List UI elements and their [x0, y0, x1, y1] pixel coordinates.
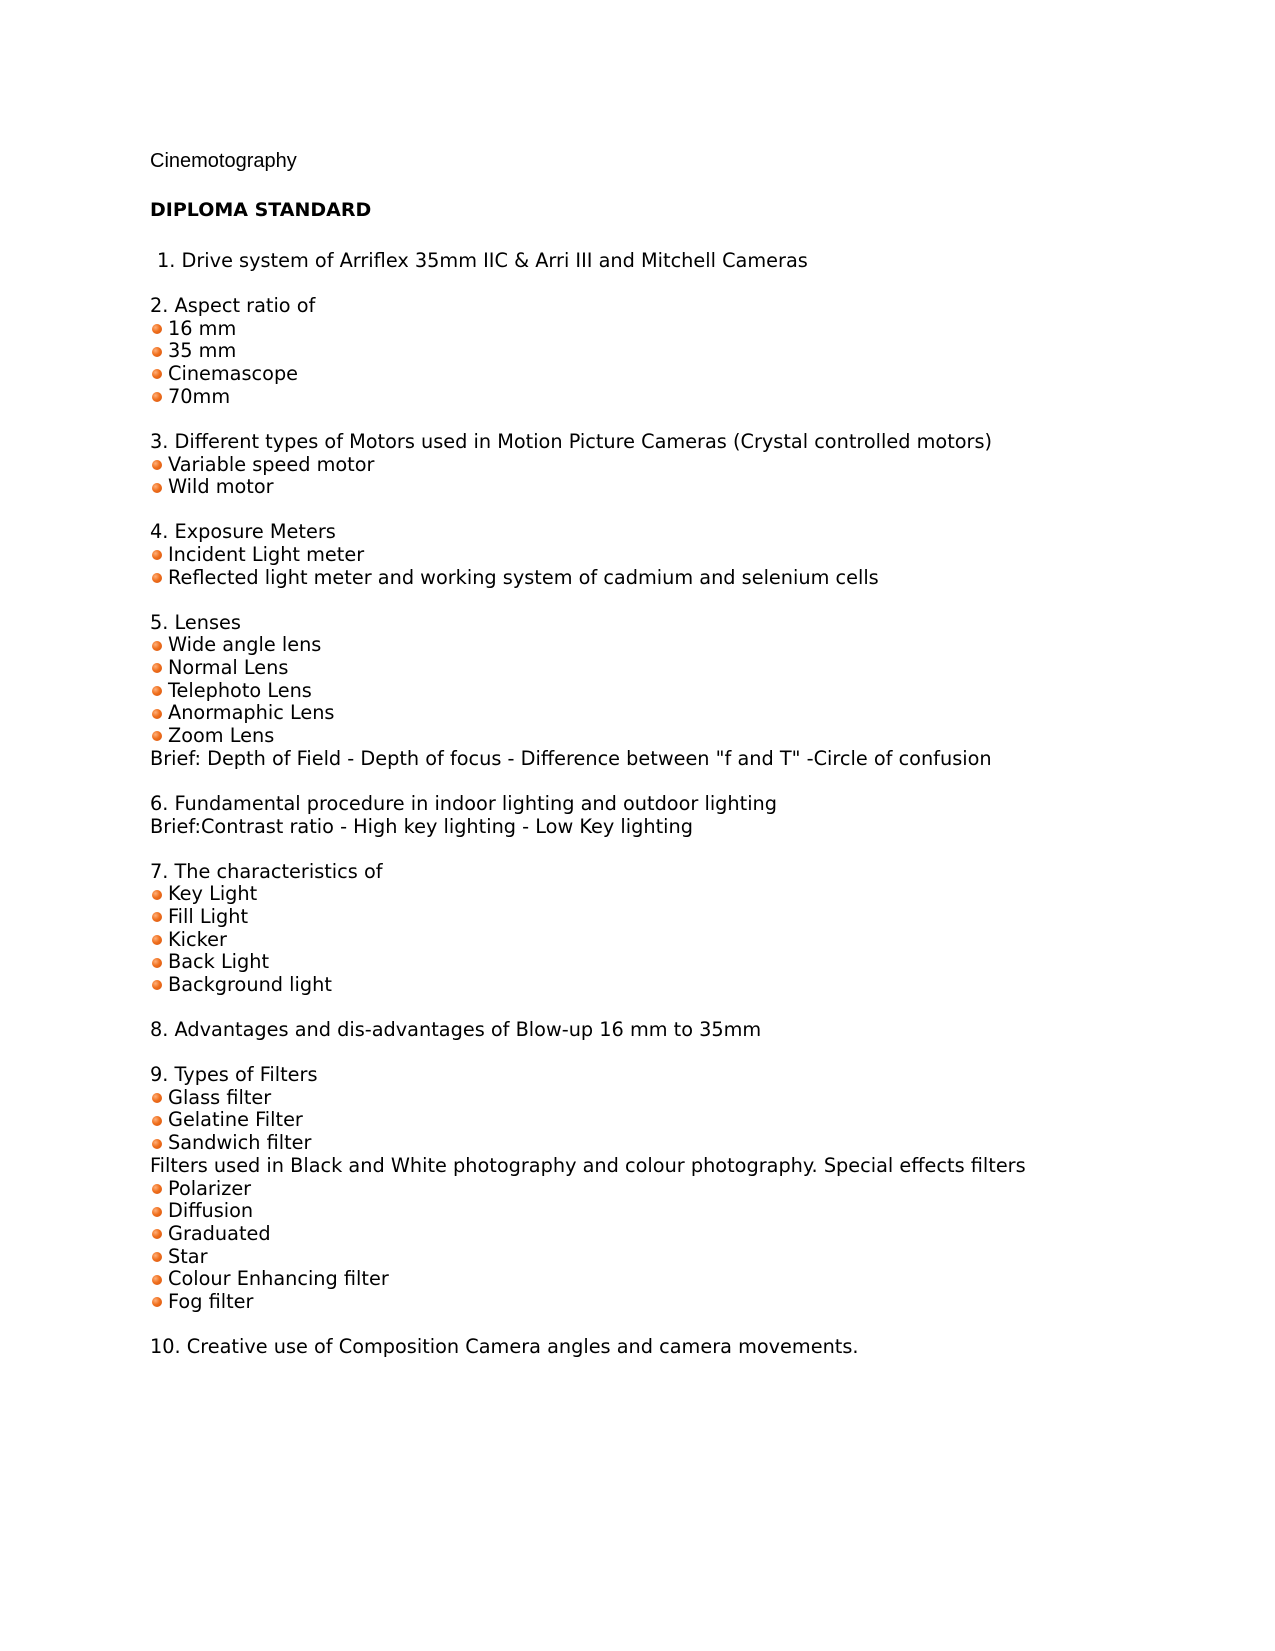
syllabus-sections: [150, 250, 1210, 1359]
bullet-item: [150, 657, 1210, 680]
document-title: Cinemotography: [150, 150, 297, 172]
orange-bullet-icon: [152, 731, 162, 741]
orange-bullet-icon: [152, 980, 162, 990]
bullet-item: [150, 1109, 1210, 1132]
orange-bullet-icon: [152, 1207, 162, 1217]
orange-bullet-icon: [152, 686, 162, 696]
section-heading: 2. Aspect ratio of: [150, 294, 316, 317]
bullet-text: Wild motor: [168, 475, 274, 499]
bullet-item: [150, 567, 1210, 590]
bullet-item: [150, 318, 1210, 341]
syllabus-section: [150, 861, 1210, 997]
syllabus-section: [150, 1019, 1210, 1042]
orange-bullet-icon: [152, 641, 162, 651]
bullet-item: [150, 1178, 1210, 1201]
orange-bullet-icon: [152, 663, 162, 673]
bullet-item: [150, 544, 1210, 567]
syllabus-section: [150, 521, 1210, 589]
bullet-item: [150, 1087, 1210, 1110]
orange-bullet-icon: [152, 890, 162, 900]
syllabus-section: [150, 793, 1210, 838]
bullet-item: [150, 883, 1210, 906]
bullet-item: [150, 974, 1210, 997]
bullet-item: [150, 1291, 1210, 1314]
orange-bullet-icon: [152, 483, 162, 493]
section-heading: 3. Different types of Motors used in Motion Picture Cameras (Crystal controlled motors): [150, 429, 993, 453]
section-heading: 7. The characteristics of: [150, 859, 383, 883]
bullet-item: [150, 680, 1210, 703]
bullet-item: [150, 1246, 1210, 1269]
bullet-text: Colour Enhancing filter: [168, 1267, 389, 1291]
bullet-item: [150, 476, 1210, 499]
bullet-text: Telephoto Lens: [168, 678, 312, 702]
bullet-text: Graduated: [168, 1221, 271, 1245]
bullet-text: Diffusion: [168, 1199, 254, 1223]
syllabus-section: [150, 431, 1210, 499]
orange-bullet-icon: [152, 912, 162, 922]
orange-bullet-icon: [152, 1252, 162, 1262]
orange-bullet-icon: [152, 369, 162, 379]
bullet-text: Incident Light meter: [168, 542, 365, 566]
syllabus-section: [150, 1064, 1210, 1314]
bullet-text: Star: [168, 1244, 208, 1268]
section-heading: 8. Advantages and dis-advantages of Blow-up 16 mm to 35mm: [150, 1018, 762, 1042]
orange-bullet-icon: [152, 573, 162, 583]
bullet-text: Zoom Lens: [168, 724, 275, 748]
orange-bullet-icon: [152, 550, 162, 560]
bullet-item: [150, 363, 1210, 386]
syllabus-section: [150, 250, 1210, 273]
orange-bullet-icon: [152, 324, 162, 334]
bullet-text: Variable speed motor: [168, 452, 375, 476]
section-note: Brief:Contrast ratio - High key lighting - Low Key lighting: [150, 814, 693, 838]
orange-bullet-icon: [152, 1093, 162, 1103]
bullet-text: Cinemascope: [168, 362, 299, 386]
document-page: [150, 146, 1210, 1381]
bullet-item: [150, 951, 1210, 974]
bullet-text: Polarizer: [168, 1176, 252, 1200]
section-heading: 1. Drive system of Arriflex 35mm IIC & Arri III and Mitchell Cameras: [157, 249, 808, 272]
bullet-item: [150, 725, 1210, 748]
syllabus-section: [150, 295, 1210, 409]
orange-bullet-icon: [152, 1229, 162, 1239]
bullet-item: [150, 702, 1210, 725]
bullet-item: [150, 929, 1210, 952]
bullet-item: [150, 454, 1210, 477]
bullet-text: Key Light: [168, 882, 258, 906]
bullet-text: Fill Light: [168, 904, 249, 928]
bullet-item: [150, 340, 1210, 363]
bullet-text: 35 mm: [168, 339, 237, 363]
syllabus-section: [150, 612, 1210, 771]
orange-bullet-icon: [152, 392, 162, 402]
orange-bullet-icon: [152, 709, 162, 719]
bullet-text: Background light: [168, 973, 332, 997]
orange-bullet-icon: [152, 1184, 162, 1194]
orange-bullet-icon: [152, 1275, 162, 1285]
bullet-text: 70mm: [168, 384, 231, 408]
bullet-item: [150, 1223, 1210, 1246]
bullet-text: Reflected light meter and working system of cadmium and selenium cells: [168, 565, 879, 589]
bullet-text: Anormaphic Lens: [168, 701, 335, 725]
bullet-item: [150, 1132, 1210, 1155]
orange-bullet-icon: [152, 1116, 162, 1126]
section-heading: 6. Fundamental procedure in indoor lighting and outdoor lighting: [150, 791, 778, 815]
bullet-item: [150, 634, 1210, 657]
section-heading: 5. Lenses: [150, 610, 241, 634]
bullet-text: Glass filter: [168, 1085, 272, 1109]
bullet-item: [150, 386, 1210, 409]
section-note: Filters used in Black and White photography and colour photography. Special effects filters: [150, 1153, 1026, 1177]
document-subtitle: DIPLOMA STANDARD: [150, 199, 372, 221]
section-heading: 4. Exposure Meters: [150, 520, 336, 544]
orange-bullet-icon: [152, 935, 162, 945]
bullet-item: [150, 1268, 1210, 1291]
orange-bullet-icon: [152, 1139, 162, 1149]
bullet-item: [150, 1200, 1210, 1223]
orange-bullet-icon: [152, 958, 162, 968]
orange-bullet-icon: [152, 460, 162, 470]
section-heading: 10. Creative use of Composition Camera angles and camera movements.: [150, 1335, 859, 1359]
bullet-text: Kicker: [168, 927, 227, 951]
bullet-text: Fog filter: [168, 1290, 254, 1314]
bullet-text: Sandwich filter: [168, 1131, 312, 1155]
section-note: Brief: Depth of Field - Depth of focus - Difference between "f and T" -Circle of confusion: [150, 746, 992, 770]
syllabus-section: [150, 1336, 1210, 1359]
orange-bullet-icon: [152, 347, 162, 357]
bullet-item: [150, 906, 1210, 929]
bullet-text: Back Light: [168, 950, 270, 974]
orange-bullet-icon: [152, 1297, 162, 1307]
bullet-text: Normal Lens: [168, 656, 289, 680]
bullet-text: 16 mm: [168, 316, 237, 340]
bullet-text: Wide angle lens: [168, 633, 322, 657]
section-heading: 9. Types of Filters: [150, 1063, 318, 1087]
bullet-text: Gelatine Filter: [168, 1108, 303, 1132]
